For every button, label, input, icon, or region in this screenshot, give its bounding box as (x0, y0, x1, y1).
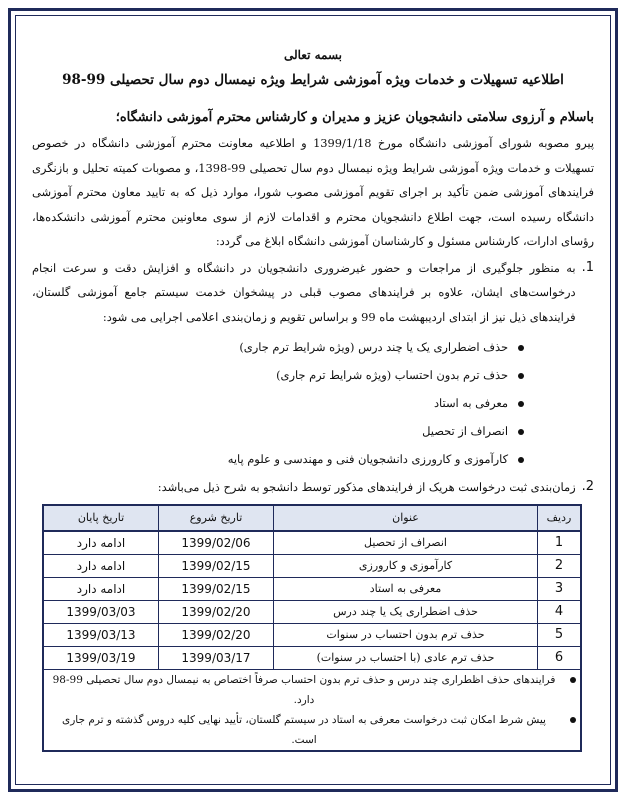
table-row (43, 554, 581, 577)
row-title: انصراف از تحصیل (274, 531, 538, 555)
row-start-date: 1399/02/20 (159, 623, 274, 646)
list-item (32, 445, 524, 473)
list-item (32, 389, 524, 417)
row-title: حذف ترم بدون احتساب در سنوات (274, 623, 538, 646)
document-body (32, 48, 594, 752)
row-end-date: ادامه دارد (43, 554, 159, 577)
list-item-label: کارآموزی و کارورزی دانشجویان فنی و مهندسی و علوم پایه (227, 452, 508, 466)
list-item-label: معرفی به استاد (433, 396, 508, 410)
row-end-date: ادامه دارد (43, 531, 159, 555)
row-title: حذف اضطراری یک یا چند درس (274, 600, 538, 623)
row-end-date: 1399/03/19 (43, 646, 159, 669)
row-title: حذف ترم عادی (با احتساب در سنوات) (274, 646, 538, 669)
table-row (43, 577, 581, 600)
bullet-icon (570, 677, 576, 683)
schedule-table (42, 504, 582, 752)
row-number: 2 (538, 554, 582, 577)
item-text: زمان‌بندی ثبت درخواست هریک از فرایندهای مذکور توسط دانشجو به شرح ذیل می‌باشد: (157, 480, 576, 494)
bismillah-heading: بسمه تعالی (283, 48, 343, 62)
numbered-item-1 (32, 256, 594, 330)
numbered-item-2 (32, 475, 594, 500)
row-number: 1 (538, 531, 582, 555)
table-row (43, 600, 581, 623)
document-title: اطلاعیه تسهیلات و خدمات ویژه آموزشی شرایط ویژه نیمسال دوم سال تحصیلی 99-98 (62, 72, 564, 88)
list-item (32, 417, 524, 445)
process-bullet-list (32, 333, 594, 473)
row-start-date: 1399/02/15 (159, 554, 274, 577)
item-text: به منظور جلوگیری از مراجعات و حضور غیرضروری دانشجویان در دانشگاه و افزایش دقت و سرعت انجام درخواست‌های ایشان، علاوه بر فرایندهای مصوب قبلی در پیشخوان خدمت سیستم جامع آموزشی گلستان، فرایندهای ذیل نیز از ابتدای اردیبهشت ماه 99 و براساس تقویم و زمان‌بندی اعلامی اجرایی می شود: (32, 260, 576, 324)
header-start-date: تاریخ شروع (159, 505, 274, 531)
bullet-icon (518, 345, 524, 351)
row-end-date: ادامه دارد (43, 577, 159, 600)
greeting-line: باسلام و آرزوی سلامتی دانشجویان عزیز و مدیران و کارشناس محترم آموزشی دانشگاه؛ (115, 110, 594, 125)
bullet-icon (518, 401, 524, 407)
row-end-date: 1399/03/03 (43, 600, 159, 623)
row-title: معرفی به استاد (274, 577, 538, 600)
table-row (43, 531, 581, 555)
row-number: 5 (538, 623, 582, 646)
note-item (48, 670, 576, 710)
table-notes (43, 669, 581, 751)
item-number: 1. (581, 259, 594, 275)
list-item (32, 333, 524, 361)
table-row (43, 623, 581, 646)
row-start-date: 1399/02/20 (159, 600, 274, 623)
table-header-row (43, 505, 581, 531)
bullet-icon (518, 429, 524, 435)
row-end-date: 1399/03/13 (43, 623, 159, 646)
bullet-icon (518, 373, 524, 379)
row-start-date: 1399/03/17 (159, 646, 274, 669)
header-row-number: ردیف (538, 505, 582, 531)
note-text: فرایندهای حذف اظطراری چند درس و حذف ترم بدون احتساب صرفاً اختصاص به نیمسال دوم سال تحصیلی 99-98 دارد. (52, 673, 556, 706)
header-end-date: تاریخ پایان (43, 505, 159, 531)
note-text: پیش شرط امکان ثبت درخواست معرفی به استاد در سیستم گلستان، تأیید نهایی کلیه دروس گذشته و ترم جاری است. (62, 713, 546, 746)
header-title: عنوان (274, 505, 538, 531)
row-number: 6 (538, 646, 582, 669)
note-item (48, 710, 576, 750)
row-start-date: 1399/02/06 (159, 531, 274, 555)
row-number: 4 (538, 600, 582, 623)
table-notes-row (43, 669, 581, 751)
item-number: 2. (581, 479, 594, 494)
list-item (32, 361, 524, 389)
bullet-icon (518, 457, 524, 463)
list-item-label: حذف ترم بدون احتساب (ویژه شرایط ترم جاری) (276, 368, 508, 382)
bullet-icon (570, 717, 576, 723)
intro-paragraph: پیرو مصوبه شورای آموزشی دانشگاه مورخ 1399/1/18 و اطلاعیه معاونت محترم آموزشی دانشگاه در خصوص تسهیلات و خدمات ویژه آموزشی شرایط ویژه نیمسال دوم سال تحصیلی 99-1398، و مصوبات کمیته تحلیل و بازنگری فرایندهای آموزشی ضمن تأکید بر اجرای تقویم آموزشی مصوب شورا، موارد ذیل که به تایید معاون محترم آموزشی دانشگاه رسیده است، جهت اطلاع دانشجویان محترم و اقدامات لازم از سوی معاونین محترم آموزشی دانشکده‌ها، رؤسای ادارات، کارشناس مسئول و کارشناسان آموزشی دانشگاه ابلاغ می گردد: (32, 136, 595, 248)
row-title: کارآموزی و کارورزی (274, 554, 538, 577)
table-row (43, 646, 581, 669)
list-item-label: انصراف از تحصیل (422, 424, 508, 438)
row-start-date: 1399/02/15 (159, 577, 274, 600)
row-number: 3 (538, 577, 582, 600)
list-item-label: حذف اضطراری یک یا چند درس (ویژه شرایط ترم جاری) (239, 340, 508, 354)
